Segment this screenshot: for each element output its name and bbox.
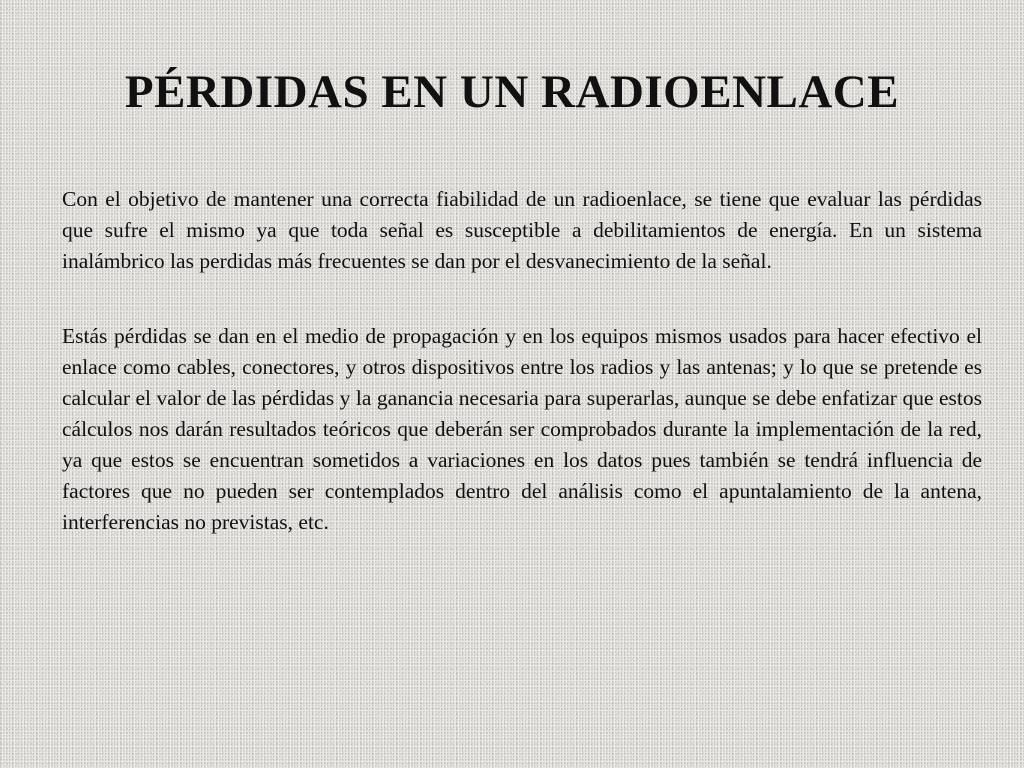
slide-body [62,184,982,538]
paragraph-1: Con el objetivo de mantener una correcta fiabilidad de un radioenlace, se tiene que evaluar las pérdidas que sufre el mismo ya que toda señal es susceptible a debilitamientos de energía. En un sistema inalámbrico las perdidas más frecuentes se dan por el desvanecimiento de la señal. [62,187,982,273]
slide-title: PÉRDIDAS EN UN RADIOENLACE [124,66,900,118]
paragraph-2: Estás pérdidas se dan en el medio de propagación y en los equipos mismos usados para hacer efectivo el enlace como cables, conectores, y otros dispositivos entre los radios y las antenas; y lo que se pretende es calcular el valor de las pérdidas y la ganancia necesaria para superarlas, aunque se debe enfatizar que estos cálculos nos darán resultados teóricos que deberán ser comprobados durante la implementación de la red, ya que estos se encuentran sometidos a variaciones en los datos pues también se tendrá influencia de factores que no pueden ser contemplados dentro del análisis como el apuntalamiento de la antena, interferencias no previstas, etc. [62,324,982,534]
